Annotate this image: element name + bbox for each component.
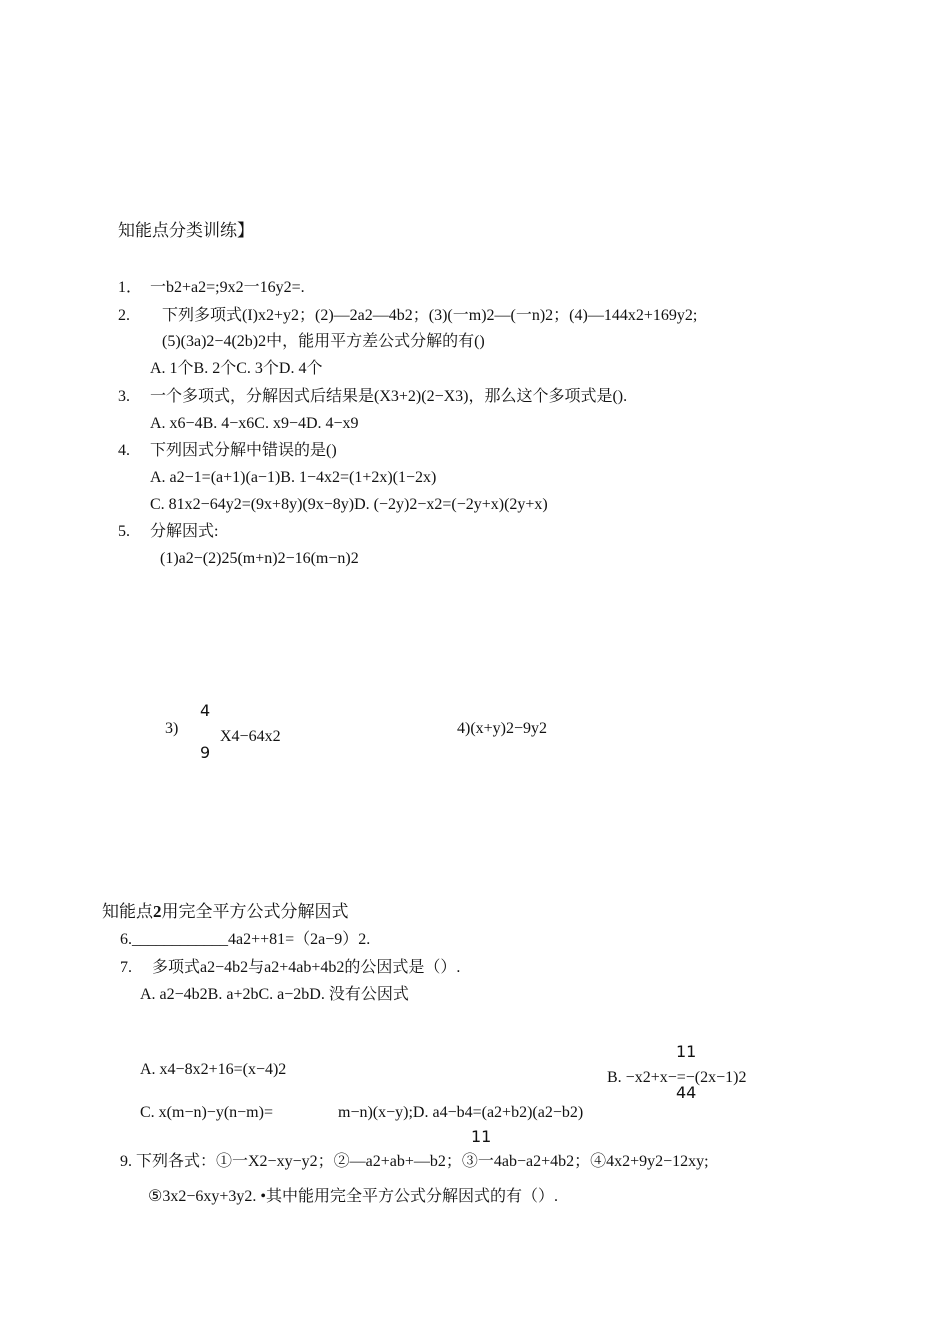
- q5-subquestions-1-2: (1)a2−(2)25(m+n)2−16(m−n)2: [160, 550, 359, 567]
- q9-text-cont: ⑤3x2−6xy+3y2. •其中能用完全平方公式分解因式的有（）.: [148, 1188, 558, 1205]
- section2-heading-suffix: 用完全平方公式分解因式: [161, 902, 349, 921]
- q4-text: 下列因式分解中错误的是(): [150, 442, 337, 459]
- q3-options: A. x6−4B. 4−x6C. x9−4D. 4−x9: [150, 415, 359, 432]
- q6-text: 6.____________4a2++81=（2a−9）2.: [120, 931, 371, 948]
- q5-sub3-fraction-denominator: 9: [200, 743, 211, 762]
- q3-text: 一个多项式，分解因式后结果是(X3+2)(2−X3)，那么这个多项式是().: [150, 388, 628, 405]
- q1-text: 一b2+a2=;9x2一16y2=.: [150, 279, 305, 296]
- q2-text: 下列多项式(I)x2+y2；(2)—2a2—4b2；(3)(一m)2—(一n)2；(4)—144x2+169y2;: [162, 307, 698, 324]
- q4-options-ab: A. a2−1=(a+1)(a−1)B. 1−4x2=(1+2x)(1−2x): [150, 469, 437, 486]
- q5-sub3-label: 3): [165, 720, 179, 737]
- q1-number: 1．: [118, 279, 143, 296]
- q2-text-cont: (5)(3a)2−4(2b)2中，能用平方差公式分解的有(): [162, 333, 485, 350]
- q8-option-a: A. x4−8x2+16=(x−4)2: [140, 1061, 287, 1078]
- section1-heading: 知能点分类训练】: [118, 221, 254, 240]
- q9-text: 9. 下列各式：①一X2−xy−y2；②—a2+ab+—b2；③一4ab−a2+4b2；④4x2+9y2−12xy;: [120, 1153, 709, 1170]
- q9-fraction-numerator: 11: [471, 1127, 492, 1146]
- q4-options-cd: C. 81x2−64y2=(9x+8y)(9x−8y)D. (−2y)2−x2=(−2y+x)(2y+x): [150, 496, 548, 513]
- q5-sub4: 4)(x+y)2−9y2: [457, 720, 548, 737]
- section2-heading-prefix: 知能点: [102, 902, 153, 921]
- q4-number: 4.: [118, 442, 130, 459]
- q8-option-c-d: m−n)(x−y);D. a4−b4=(a2+b2)(a2−b2): [338, 1104, 584, 1121]
- q8-option-c: C. x(m−n)−y(n−m)=: [140, 1104, 273, 1121]
- q5-text: 分解因式:: [150, 523, 219, 540]
- q8-option-b-denominator: 44: [676, 1083, 697, 1102]
- q7-text: 多项式a2−4b2与a2+4ab+4b2的公因式是（）.: [152, 959, 461, 976]
- q5-sub3-expression: X4−64x2: [220, 728, 281, 745]
- q2-number: 2.: [118, 307, 130, 324]
- section2-heading-number: 2: [153, 902, 162, 921]
- q8-option-b: B. −x2+x−=−(2x−1)2: [607, 1069, 747, 1086]
- q7-number: 7.: [120, 959, 132, 976]
- q3-number: 3.: [118, 388, 130, 405]
- section2-heading: [102, 901, 349, 923]
- q2-options: A. 1个B. 2个C. 3个D. 4个: [150, 360, 323, 377]
- q5-number: 5.: [118, 523, 130, 540]
- q8-option-b-numerator: 11: [676, 1042, 697, 1061]
- q7-options: A. a2−4b2B. a+2bC. a−2bD. 没有公因式: [140, 986, 409, 1003]
- q5-sub3-fraction-numerator: 4: [200, 701, 211, 720]
